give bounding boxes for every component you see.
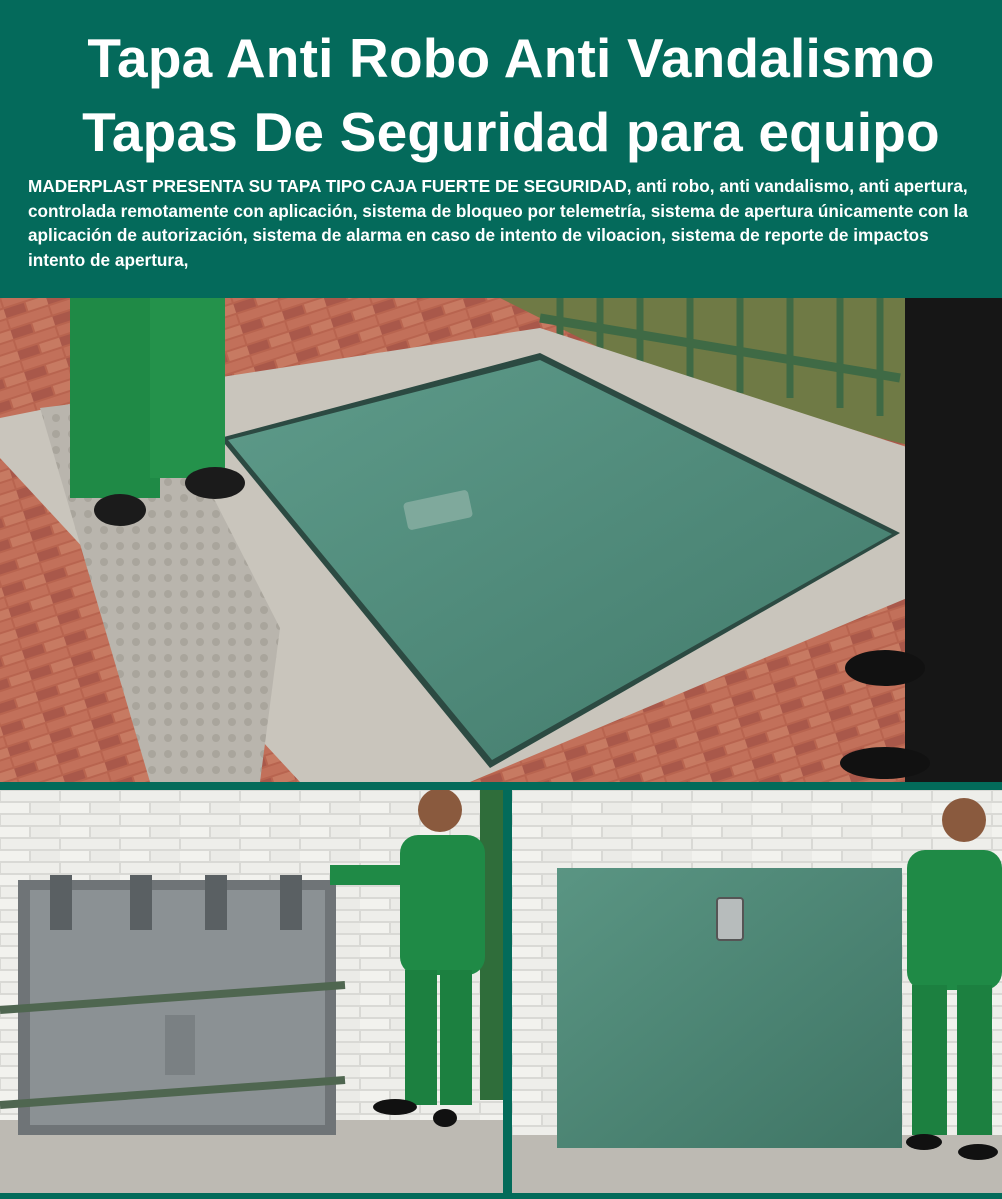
- product-description: MADERPLAST PRESENTA SU TAPA TIPO CAJA FUERTE DE SEGURIDAD, anti robo, anti vandalismo, anti apertura, controlada remotamente con aplicación, sistema de bloqueo por telemetría, sistema de apertura únicamente con la aplicación de autorización, sistema de alarma en caso de intento de viloacion, sistema de reporte de impactos intento de apertura,: [28, 176, 968, 270]
- page-title-line-2: Tapas De Seguridad para equipo: [82, 101, 940, 163]
- cover-panel-photo: [512, 790, 1002, 1193]
- green-panel-illustration: [512, 790, 1002, 1193]
- header-banner: [0, 0, 1002, 298]
- locking-frame-photo: [0, 790, 503, 1193]
- installed-cover-illustration: [0, 298, 1002, 782]
- page-title-line-1: Tapa Anti Robo Anti Vandalismo: [87, 27, 935, 89]
- steel-frame-illustration: [0, 790, 503, 1193]
- main-product-photo: [0, 298, 1002, 782]
